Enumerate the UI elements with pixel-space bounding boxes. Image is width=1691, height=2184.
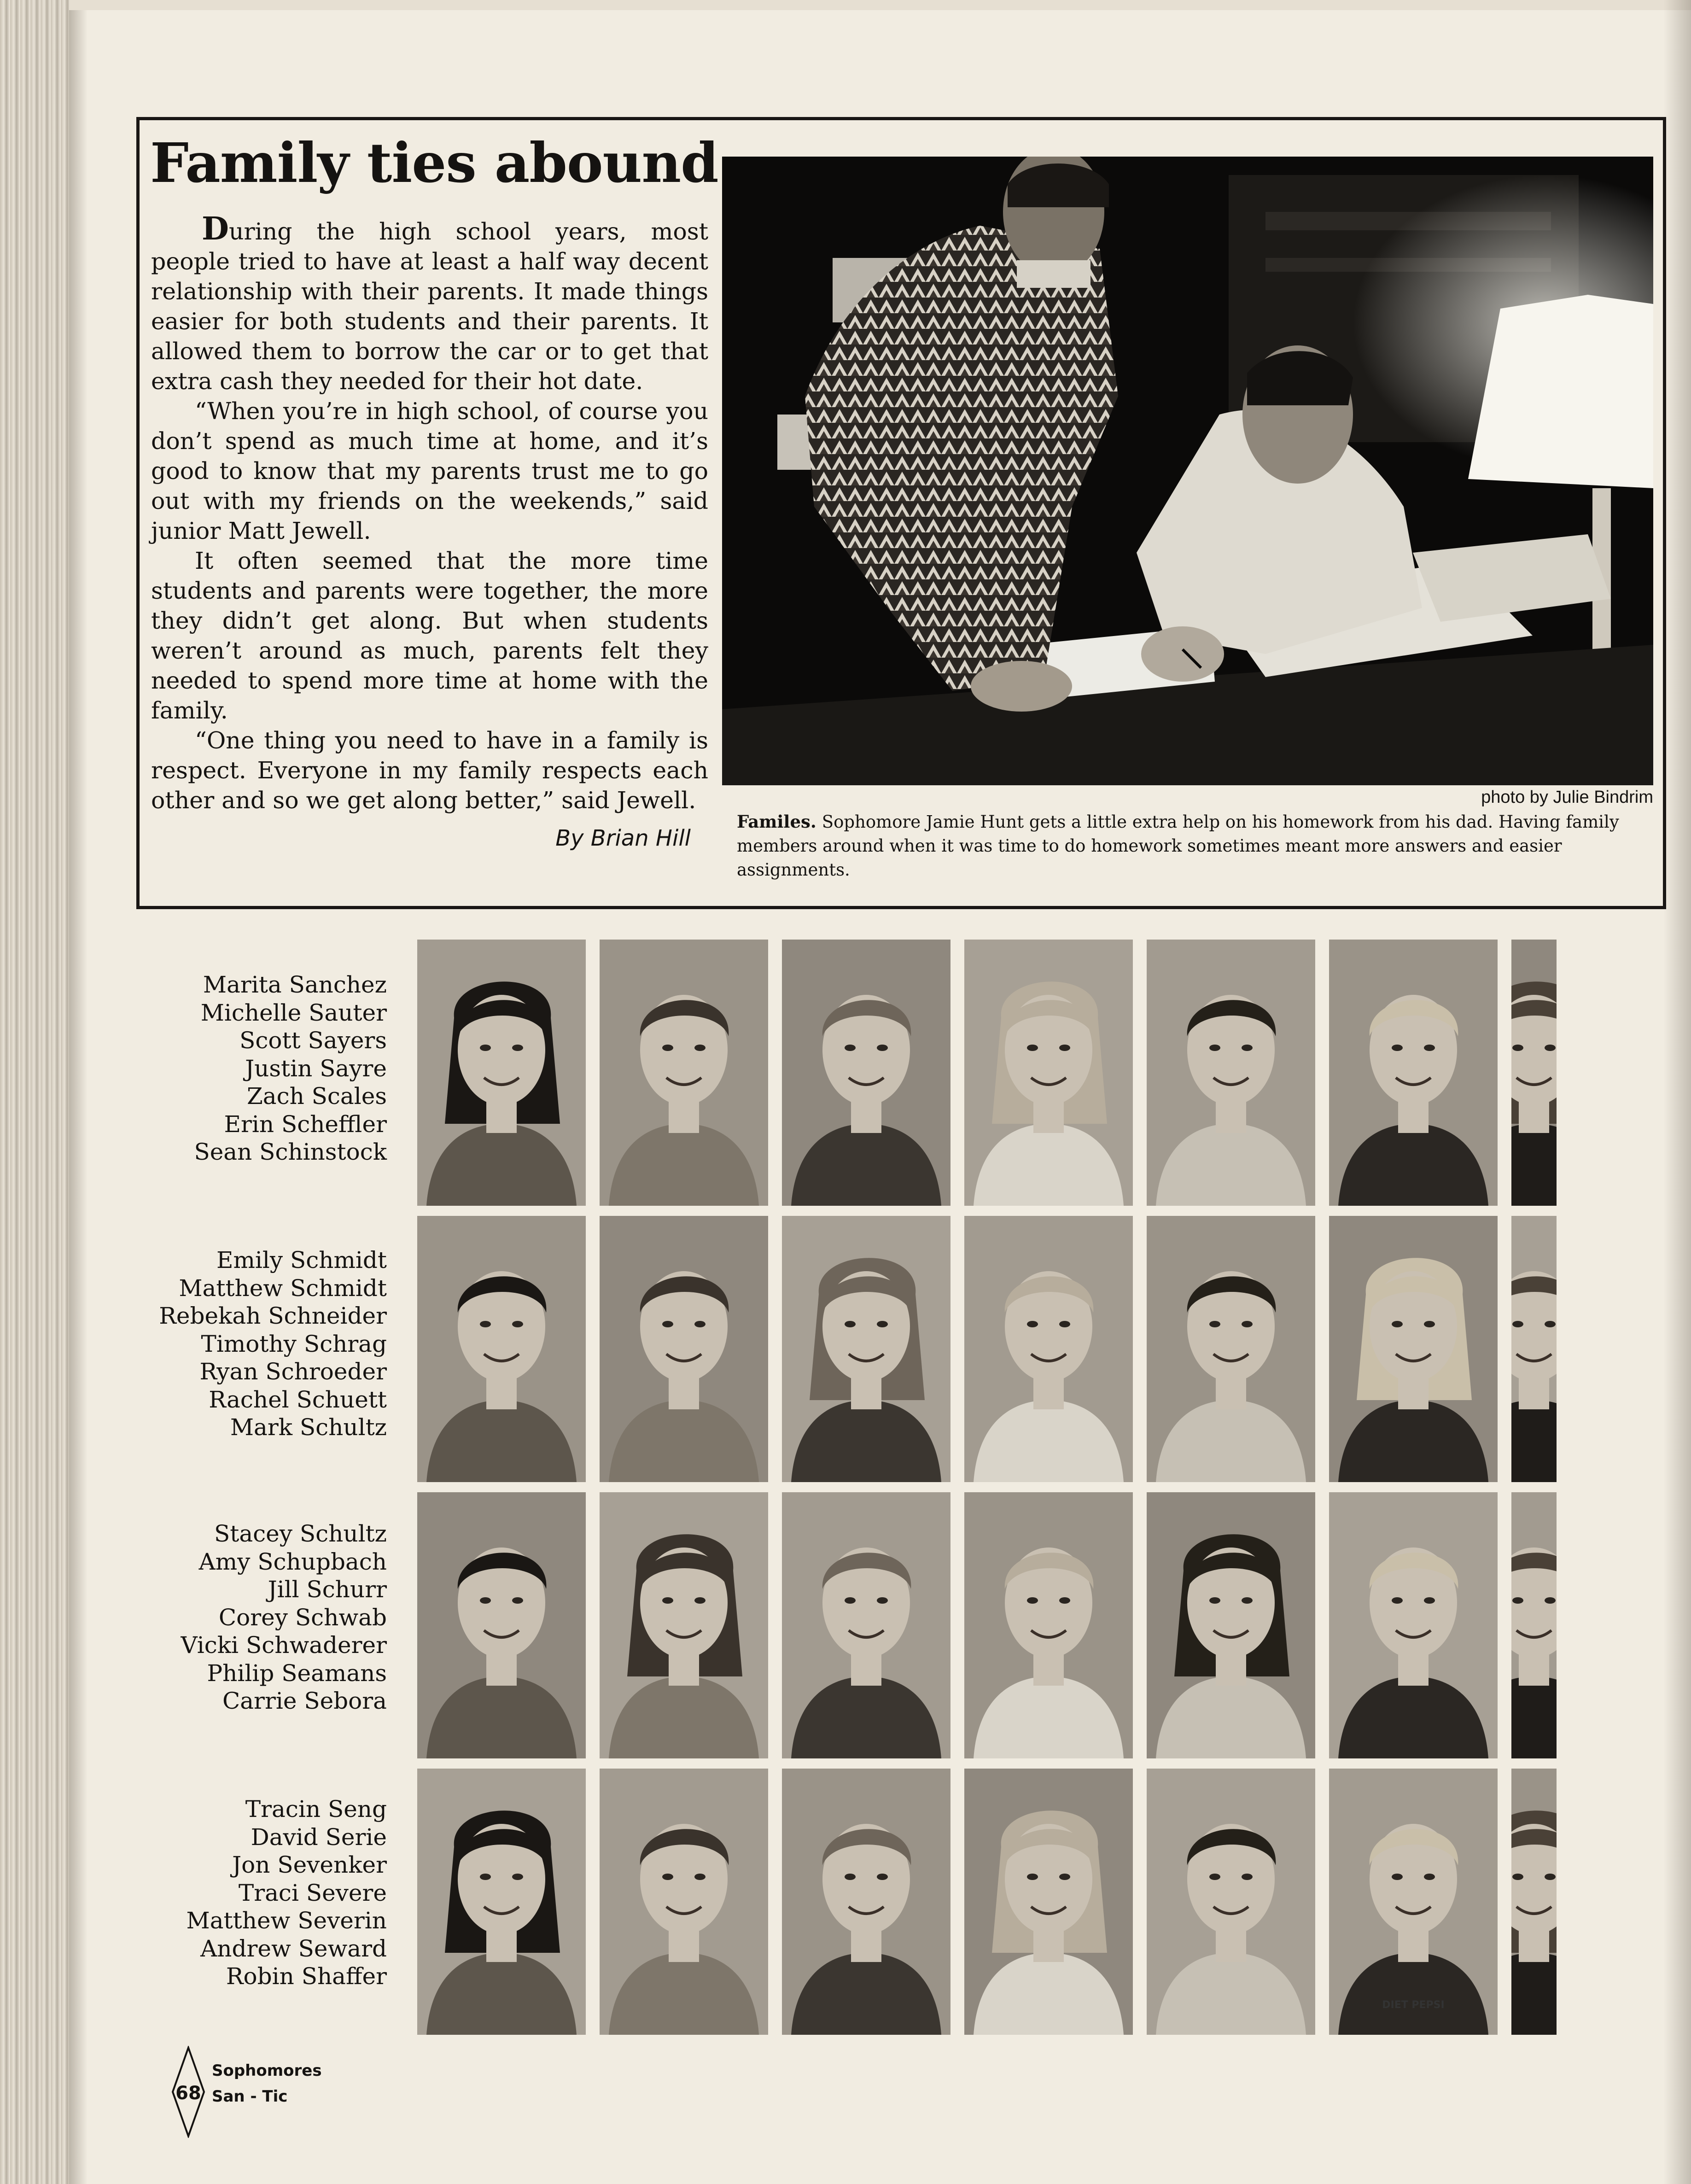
- student-name: Zach Scales: [247, 1083, 387, 1110]
- story-paragraph: “When you’re in high school, of course you don’t spend as much time at home, and it’s good to know that my parents trust me to go out with my friends on the weekends,” said junior Matt Jewell.: [151, 397, 708, 544]
- student-portrait: [1511, 1492, 1557, 1758]
- student-portrait: [1147, 1216, 1315, 1482]
- drop-cap: D: [202, 210, 229, 247]
- student-name: Sean Schinstock: [194, 1139, 387, 1165]
- student-name: Stacey Schultz: [214, 1520, 387, 1547]
- student-name: Emily Schmidt: [216, 1247, 387, 1273]
- student-portrait: [1147, 1492, 1315, 1758]
- student-portrait: [1147, 1769, 1315, 2035]
- story-paragraph: “One thing you need to have in a family is respect. Everyone in my family respects each other and so we get along better,” said Jewell.: [151, 727, 708, 814]
- student-portrait: [1511, 1769, 1557, 2035]
- footer-range: San - Tic: [212, 2087, 288, 2106]
- student-name: Justin Sayre: [245, 1055, 387, 1082]
- student-portrait: [782, 1769, 950, 2035]
- caption-lead: Familes.: [737, 812, 816, 832]
- story-paragraph-text: uring the high school years, most people tried to have at least a half way decent relationship with their parents. It made things easier for both students and their parents. It allowed them to borrow the car or to get that extra cash they needed for their hot date.: [151, 218, 708, 395]
- student-portrait: [417, 1769, 586, 2035]
- story-paragraph: [151, 210, 708, 396]
- page-curl-shadow: [1663, 0, 1691, 2184]
- student-name: Matthew Schmidt: [179, 1274, 387, 1302]
- feature-photo: [722, 157, 1653, 785]
- student-name: Marita Sanchez: [203, 971, 387, 998]
- student-name: Rebekah Schneider: [159, 1302, 387, 1329]
- student-portrait: [964, 1216, 1133, 1482]
- student-portrait: [600, 1769, 768, 2035]
- student-name: Rachel Schuett: [209, 1386, 387, 1413]
- binding-shadow: [69, 0, 87, 2184]
- student-portrait: [600, 1216, 768, 1482]
- student-name: Timothy Schrag: [201, 1330, 387, 1357]
- student-name: Matthew Severin: [186, 1907, 387, 1934]
- student-name: Corey Schwab: [218, 1604, 387, 1631]
- feature-photo-image: [722, 157, 1653, 785]
- student-name: Jon Sevenker: [232, 1851, 387, 1878]
- student-portrait: [782, 1216, 950, 1482]
- student-name: Philip Seamans: [207, 1659, 387, 1687]
- student-name: Carrie Sebora: [222, 1688, 387, 1714]
- student-name: Tracin Seng: [245, 1796, 387, 1822]
- student-portrait: [964, 1769, 1133, 2035]
- student-name: Ryan Schroeder: [199, 1358, 387, 1385]
- student-name: Traci Severe: [238, 1879, 387, 1906]
- student-portrait: [1511, 940, 1557, 1206]
- portrait-row-names: [120, 1520, 387, 1715]
- student-portrait: [417, 940, 586, 1206]
- portrait-row-names: [120, 1795, 387, 1991]
- feature-story: [151, 210, 708, 815]
- student-name: Amy Schupbach: [198, 1548, 387, 1575]
- student-portrait: [964, 940, 1133, 1206]
- story-paragraph: It often seemed that the more time students and parents were together, the more they didn’t get along. But when students weren’t around as much, parents felt they needed to spend more time at home with the family.: [151, 547, 708, 724]
- portrait-row-names: [120, 1246, 387, 1442]
- caption-text: Sophomore Jamie Hunt gets a little extra help on his homework from his dad. Having family members around when it was time to do homework sometimes meant more answers and easier assignments.: [737, 812, 1619, 880]
- student-portrait: [1147, 940, 1315, 1206]
- byline: By Brian Hill: [555, 825, 691, 851]
- photo-caption: [737, 810, 1653, 882]
- student-name: Michelle Sauter: [200, 999, 387, 1026]
- footer-section: Sophomores: [212, 2061, 322, 2080]
- student-portrait: [1329, 1769, 1498, 2035]
- student-name: David Serie: [251, 1823, 387, 1851]
- page-number: 68: [175, 2083, 201, 2104]
- student-portrait: [964, 1492, 1133, 1758]
- page-footer: [212, 2058, 322, 2109]
- binding-edge: [0, 0, 69, 2184]
- student-portrait: [600, 1492, 768, 1758]
- student-name: Vicki Schwaderer: [181, 1632, 387, 1658]
- student-name: Erin Scheffler: [224, 1110, 387, 1138]
- svg-text:DIET PEPSI: DIET PEPSI: [1382, 1999, 1445, 2011]
- student-portrait: [417, 1492, 586, 1758]
- student-name: Robin Shaffer: [226, 1963, 387, 1990]
- feature-headline: Family ties abound: [150, 131, 718, 195]
- top-edge: [69, 0, 1691, 10]
- student-name: Jill Schurr: [268, 1576, 387, 1603]
- student-portrait: [782, 940, 950, 1206]
- student-portrait: [782, 1492, 950, 1758]
- page-number-diamond: [172, 2046, 205, 2138]
- student-portrait: [1329, 1492, 1498, 1758]
- student-name: Andrew Seward: [200, 1935, 387, 1962]
- portrait-row-names: [120, 971, 387, 1166]
- student-portrait: [1329, 940, 1498, 1206]
- photo-credit: photo by Julie Bindrim: [1481, 788, 1653, 807]
- student-portrait: [1329, 1216, 1498, 1482]
- student-name: Mark Schultz: [230, 1414, 387, 1441]
- student-name: Scott Sayers: [239, 1027, 387, 1054]
- student-portrait: [600, 940, 768, 1206]
- student-portrait: [1511, 1216, 1557, 1482]
- student-portrait: [417, 1216, 586, 1482]
